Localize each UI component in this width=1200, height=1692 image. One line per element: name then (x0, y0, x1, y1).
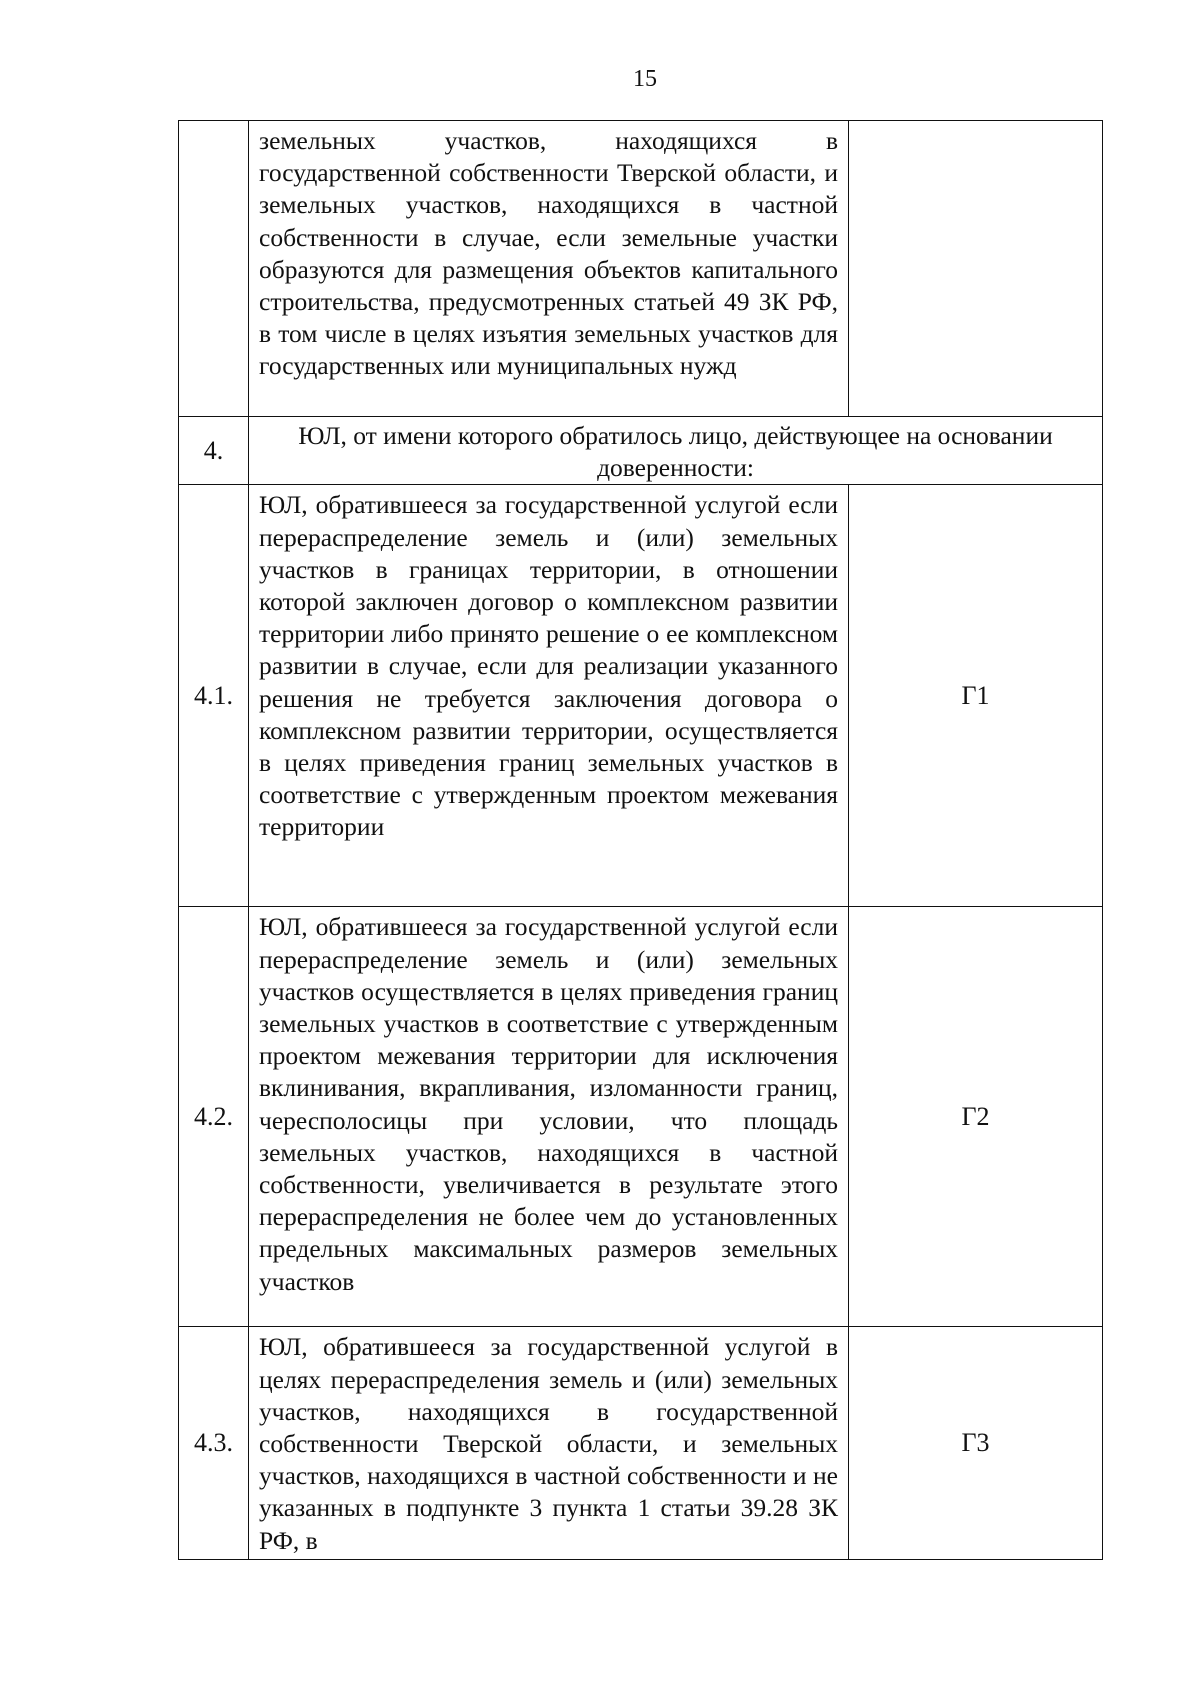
row-number: 4.3. (179, 1327, 249, 1560)
row-text: ЮЛ, обратившееся за государственной услугой если перераспределение земель и (или) земельных участков осуществляется в целях приведения границ земельных участков в соответствие с утвержденным проектом межевания территории для исключения вклинивания, вкрапливания, изломанности границ, чересполосицы при условии, что площадь земельных участков, находящихся в частной собственности, увеличивается в результате этого перераспределения не более чем до установленных предельных максимальных размеров земельных участков (259, 912, 838, 1296)
row-description (249, 907, 849, 1327)
document-table (178, 120, 1103, 1560)
table-row (179, 1327, 1103, 1560)
row-description (249, 1327, 849, 1560)
section-heading-cell (249, 417, 1103, 485)
row-number (179, 121, 249, 417)
row-code (849, 121, 1103, 417)
table-row-section (179, 417, 1103, 485)
row-text: земельных участков, находящихся в государственной собственности Тверской области, и земельных участков, находящихся в частной собственности в случае, если земельные участки образуются для размещения объектов капитального строительства, предусмотренных статьей 49 ЗК РФ, в том числе в целях изъятия земельных участков для государственных или муниципальных нужд (259, 126, 838, 381)
row-description (249, 121, 849, 417)
section-heading: ЮЛ, от имени которого обратилось лицо, действующее на основании доверенности: (298, 421, 1053, 483)
row-number: 4. (179, 417, 249, 485)
row-code: Г1 (849, 485, 1103, 907)
row-number: 4.2. (179, 907, 249, 1327)
row-code: Г3 (849, 1327, 1103, 1560)
page-number: 15 (633, 66, 657, 92)
row-text: ЮЛ, обратившееся за государственной услугой если перераспределение земель и (или) земельных участков в границах территории, в отношении которой заключен договор о комплексном развитии территории либо принято решение о ее комплексном развитии в случае, если для реализации указанного решения не требуется заключения договора о комплексном развитии территории, осуществляется в целях приведения границ земельных участков в соответствие с утвержденным проектом межевания территории (259, 490, 838, 842)
row-text: ЮЛ, обратившееся за государственной услугой в целях перераспределения земель и (или) земельных участков, находящихся в государственной собственности Тверской области, и земельных участков, находящихся в частной собственности и не указанных в подпункте 3 пункта 1 статьи 39.28 ЗК РФ, в (259, 1332, 838, 1555)
table-row (179, 485, 1103, 907)
table-row (179, 907, 1103, 1327)
table-row (179, 121, 1103, 417)
row-description (249, 485, 849, 907)
row-code: Г2 (849, 907, 1103, 1327)
row-number: 4.1. (179, 485, 249, 907)
